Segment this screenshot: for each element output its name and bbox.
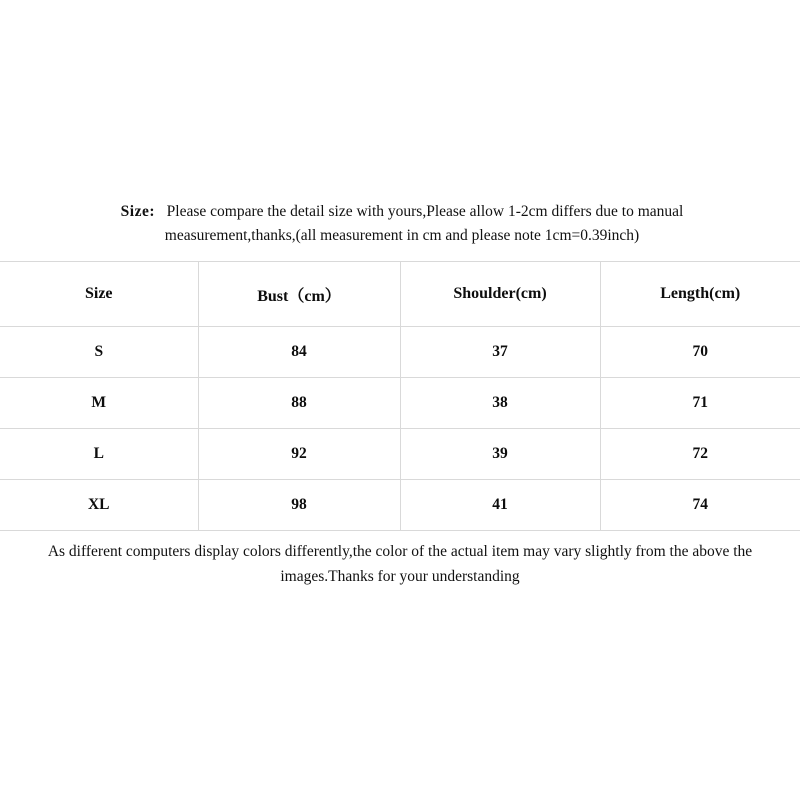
cell-shoulder: 38 [400,378,600,429]
column-header-size: Size [0,262,198,327]
cell-shoulder: 41 [400,480,600,531]
cell-size: XL [0,480,198,531]
intro-text: Please compare the detail size with yours,Please allow 1-2cm differs due to manual measurement,thanks,(all measurement in cm and please note 1cm=0.39inch) [164,203,684,245]
column-header-shoulder: Shoulder(cm) [400,262,600,327]
size-table-head [0,262,800,327]
cell-length: 71 [600,378,800,429]
size-table [0,261,800,531]
column-header-bust: Bust（cm） [198,262,400,327]
table-row [0,327,800,378]
cell-size: L [0,429,198,480]
size-table-body [0,327,800,531]
color-disclaimer: As different computers display colors differently,the color of the actual item may vary slightly from the above the images.Thanks for your understanding [47,543,753,585]
table-row [0,429,800,480]
cell-length: 74 [600,480,800,531]
intro-label: Size: [120,203,156,220]
table-row [0,480,800,531]
table-header-row [0,262,800,327]
intro-paragraph [0,200,800,248]
size-chart-block [0,200,800,590]
cell-bust: 98 [198,480,400,531]
cell-length: 70 [600,327,800,378]
cell-size: M [0,378,198,429]
column-header-length: Length(cm) [600,262,800,327]
cell-shoulder: 37 [400,327,600,378]
cell-size: S [0,327,198,378]
cell-bust: 88 [198,378,400,429]
cell-bust: 84 [198,327,400,378]
table-row [0,378,800,429]
cell-length: 72 [600,429,800,480]
cell-bust: 92 [198,429,400,480]
cell-shoulder: 39 [400,429,600,480]
